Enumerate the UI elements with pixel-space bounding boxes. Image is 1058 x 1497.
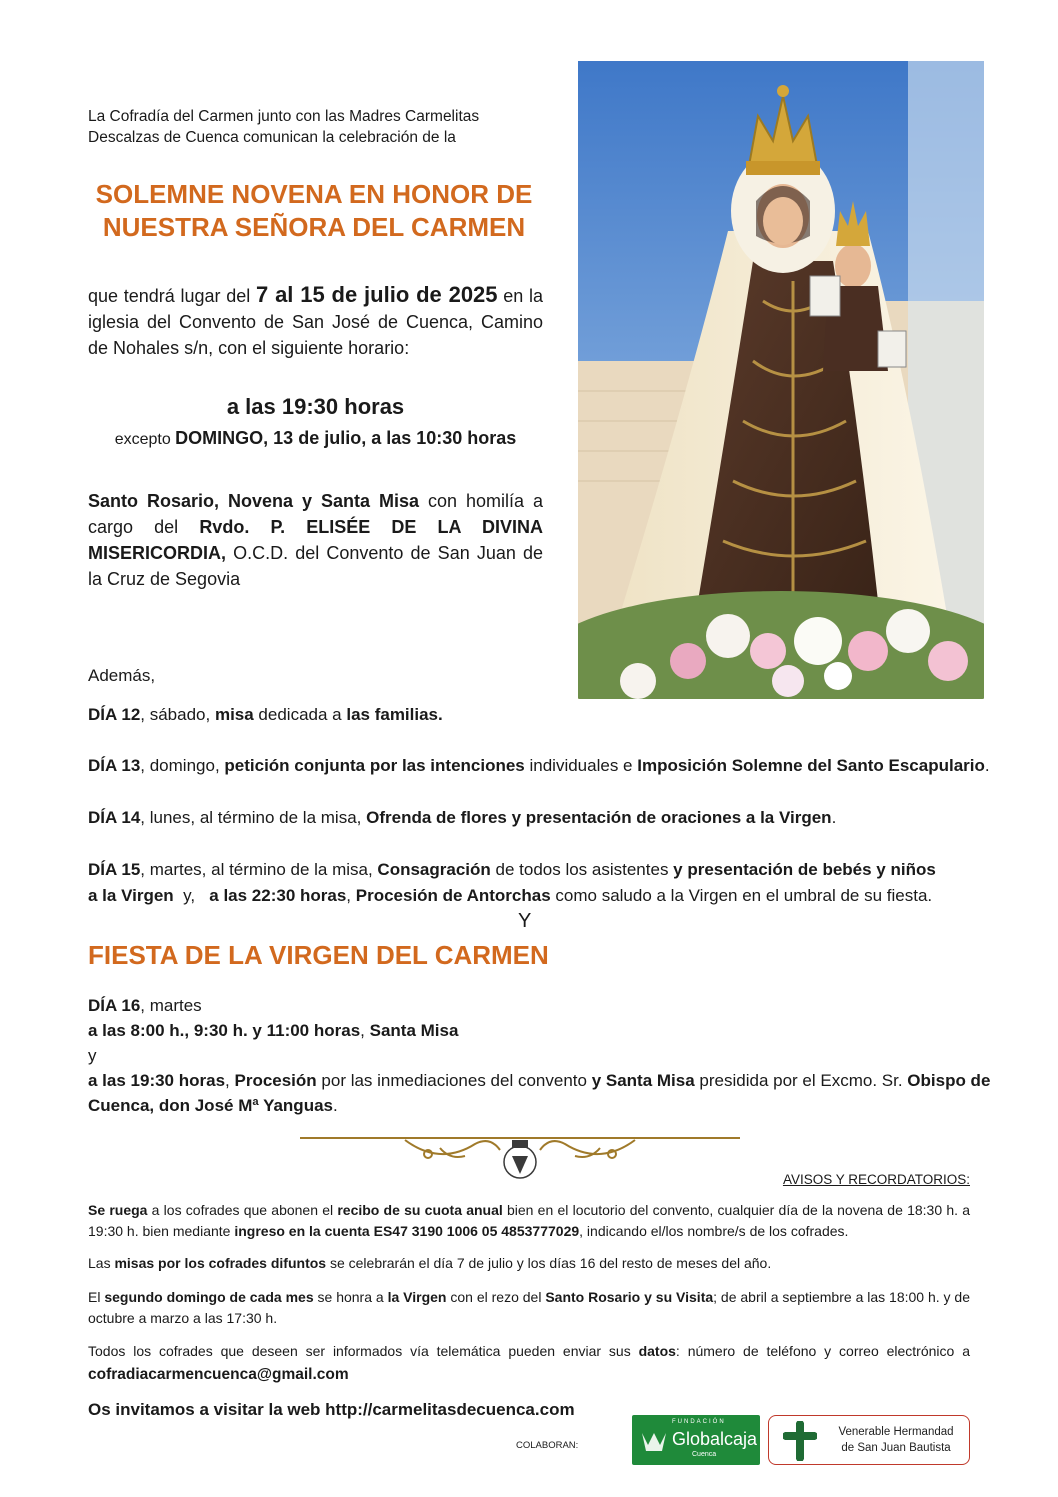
hermandad-logo xyxy=(768,1415,970,1465)
globalcaja-sub: Cuenca xyxy=(692,1451,717,1458)
website-invitation[interactable]: Os invitamos a visitar la web http://carmelitasdecuenca.com xyxy=(88,1400,575,1419)
intro-line-2: Descalzas de Cuenca comunican la celebración de la xyxy=(88,129,456,146)
virgin-carmen-photo xyxy=(578,61,984,699)
green-cross-icon xyxy=(783,1421,817,1466)
day-16: DÍA 16, martes a las 8:00 h., 9:30 h. y 11:00 horas, Santa Misa y a las 19:30 horas, Procesión por las inmediaciones del convento y Santa Misa presidida por el Excmo. Sr. Obispo de Cuenca, don José Mª Yanguas. xyxy=(88,996,991,1115)
globalcaja-top: FUNDACIÓN xyxy=(672,1419,726,1425)
title-line-2: NUESTRA SEÑORA DEL CARMEN xyxy=(102,212,526,242)
intro-text xyxy=(88,106,558,148)
email-link[interactable]: cofradiacarmencuenca@gmail.com xyxy=(88,1366,349,1383)
aviso-domingo: El segundo domingo de cada mes se honra a la Virgen con el rezo del Santo Rosario y su Visita; de abril a septiembre a las 18:00 h. y de octubre a marzo a las 17:30 h. xyxy=(88,1289,970,1326)
ornament-divider xyxy=(300,1126,740,1190)
globalcaja-logo xyxy=(632,1415,760,1465)
ademas-label: Además, xyxy=(88,666,156,685)
colaboran-label: COLABORAN: xyxy=(516,1440,579,1451)
y-separator: Y xyxy=(518,910,532,932)
globalcaja-name: Globalcaja xyxy=(672,1429,758,1449)
fiesta-title: FIESTA DE LA VIRGEN DEL CARMEN xyxy=(88,940,549,970)
main-hours: a las 19:30 horas xyxy=(226,394,405,419)
novena-title xyxy=(88,178,540,244)
aviso-cuota: Se ruega a los cofrades que abonen el recibo de su cuota anual bien en el locutorio del convento, cualquier día de la novena de 18:30 h. a 19:30 h. bien mediante ingreso en la cuenta ES47 3190 1006 05 4853777029, indicando el/los nombre/s de los cofrades. xyxy=(88,1202,970,1239)
avisos-title: AVISOS Y RECORDATORIOS: xyxy=(782,1172,970,1187)
day-13: DÍA 13, domingo, petición conjunta por las intenciones individuales e Imposición Solemne del Santo Escapulario. xyxy=(88,756,990,775)
day-12: DÍA 12, sábado, misa dedicada a las familias. xyxy=(88,705,443,724)
day-15: DÍA 15, martes, al término de la misa, Consagración de todos los asistentes y presentación de bebés y niños a la Virgen y, a las 22:30 horas, Procesión de Antorchas como saludo a la Virgen en el umbral de su fiesta. xyxy=(88,860,936,905)
aviso-datos: Todos los cofrades que deseen ser informados vía telemática pueden enviar sus datos: número de teléfono y correo electrónico a cofradiacarmencuenca@gmail.com xyxy=(88,1343,970,1383)
title-line-1: SOLEMNE NOVENA EN HONOR DE xyxy=(95,179,533,209)
intro-line-1: La Cofradía del Carmen junto con las Madres Carmelitas xyxy=(88,108,480,125)
dates-paragraph: que tendrá lugar del 7 al 15 de julio de 2025 en la iglesia del Convento de San José de Cuenca, Camino de Nohales s/n, con el siguiente horario: xyxy=(88,282,543,358)
rosario-paragraph: Santo Rosario, Novena y Santa Misa con homilía a cargo del Rvdo. P. ELISÉE DE LA DIVINA MISERICORDIA, O.C.D. del Convento de San Juan de la Cruz de Segovia xyxy=(88,491,544,589)
hermandad-text: Venerable Hermandad de San Juan Bautista xyxy=(838,1426,954,1454)
date-range: 7 al 15 de julio de 2025 xyxy=(256,282,498,307)
aviso-difuntos: Las misas por los cofrades difuntos se celebrarán el día 7 de julio y los días 16 del resto de meses del año. xyxy=(88,1255,772,1271)
day-14: DÍA 14, lunes, al término de la misa, Ofrenda de flores y presentación de oraciones a la Virgen. xyxy=(88,808,837,827)
sunday-exception: excepto DOMINGO, 13 de julio, a las 10:30 horas xyxy=(114,428,517,448)
